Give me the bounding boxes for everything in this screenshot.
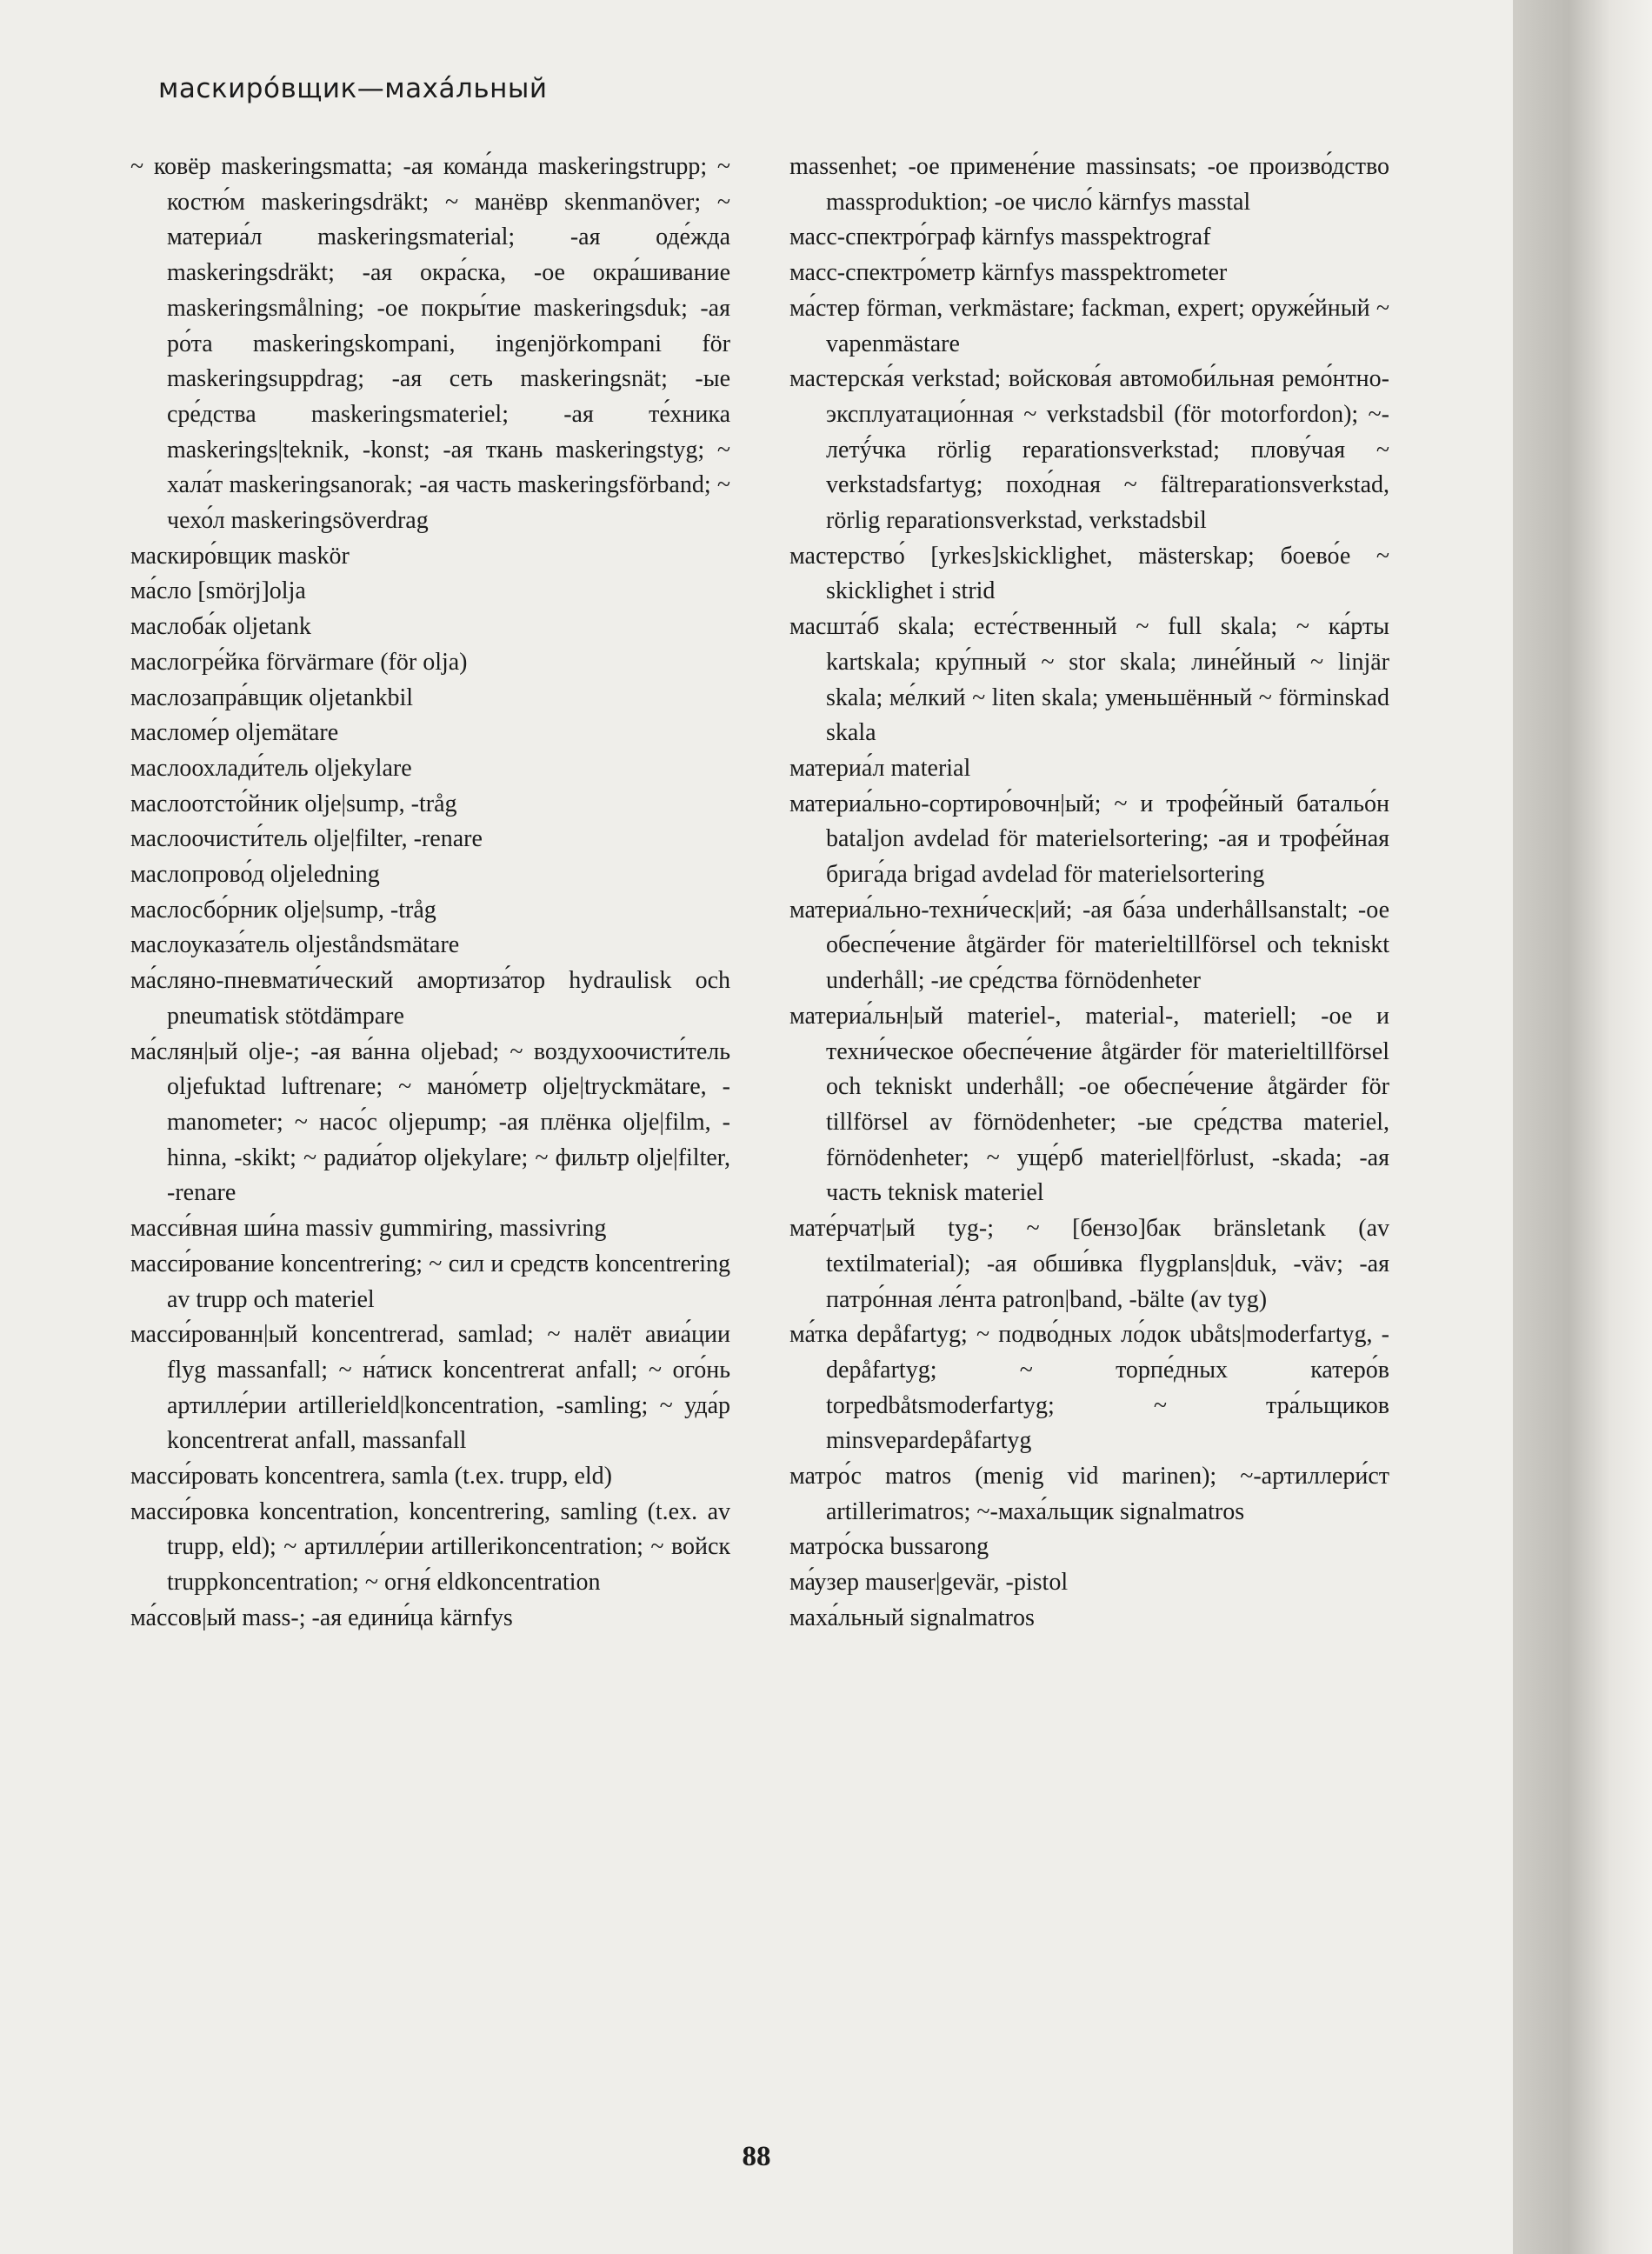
dictionary-entry: маслоочисти́тель olje|filter, -renare	[130, 825, 483, 853]
dictionary-entry: ма́сло [smörj]olja	[130, 577, 306, 605]
dictionary-entry: материа́льно-сортиро́вочн|ый; ~ и трофе́йный батальо́н bataljon avdelad för materielsortering; -ая и трофе́йная брига́да brigad avdelad för materielsortering	[789, 790, 1389, 889]
dictionary-entry: материа́льн|ый materiel-, material-, materiell; -ое и техни́ческое обеспе́чение åtgärder för materieltillförsel och tekniskt underhåll; -ое обеспе́чение åtgärder för tillförsel av förnödenheter; -ые сре́дства materiel, förnödenheter; ~ уще́рб materiel|förlust, -skada; -ая часть teknisk materiel	[789, 1002, 1389, 1207]
next-page-edge	[1513, 0, 1652, 2254]
left-column	[130, 150, 730, 1637]
running-head: маскиро́вщик—маха́льный	[158, 73, 548, 104]
dictionary-entry: ма́слян|ый olje-; -ая ва́нна oljebad; ~ воздухоочисти́тель oljefuktad luftrenare; ~ мано́метр olje|tryckmätare, -manometer; ~ насо́с oljepump; -ая плёнка olje|film, -hinna, -skikt; ~ радиа́тор oljekylare; ~ фильтр olje|filter, -renare	[130, 1037, 730, 1207]
dictionary-entry: маслогре́йка förvärmare (för olja)	[130, 648, 468, 676]
dictionary-entry: масси́ровка koncentration, koncentrering, samling (t.ex. av trupp, eld); ~ артилле́рии artillerikoncentration; ~ войск truppkoncentration; ~ огня́ eldkoncentration	[130, 1497, 730, 1597]
dictionary-entry: масси́вная ши́на massiv gummiring, massivring	[130, 1215, 607, 1243]
dictionary-entry: маслоотсто́йник olje|sump, -tråg	[130, 790, 457, 817]
dictionary-entry: масс-спектро́метр kärnfys masspektrometer	[789, 259, 1228, 287]
dictionary-entry: маслоба́к oljetank	[130, 613, 311, 641]
dictionary-entry: маслоохлади́тель oljekylare	[130, 754, 412, 782]
dictionary-entry: massenhet; -ое примене́ние massinsats; -ое произво́дство massproduktion; -ое число́ kärnfys masstal	[789, 153, 1389, 216]
dictionary-entry: мастерска́я verkstad; войскова́я автомоби́льная ремо́нтно-эксплуатацио́нная ~ verkstadsbil (för motorfordon); ~-летý́чка rörlig reparationsverkstad; плову́чая ~ verkstadsfartyg; похо́дная ~ fältreparationsverkstad, rörlig reparationsverkstad, verkstadsbil	[789, 365, 1389, 535]
dictionary-entry: маха́льный signalmatros	[789, 1604, 1035, 1631]
dictionary-entry: ма́узер mauser|gevär, -pistol	[789, 1569, 1069, 1597]
dictionary-entry: мастерство́ [yrkes]skicklighet, mästerskap; боево́е ~ skicklighet i strid	[789, 542, 1389, 605]
dictionary-entry: материа́л material	[789, 754, 971, 782]
dictionary-entry: ма́сляно-пневмати́ческий амортиза́тор hydraulisk och pneumatisk stötdämpare	[130, 967, 730, 1030]
dictionary-entry: масси́ровать koncentrera, samla (t.ex. trupp, eld)	[130, 1463, 612, 1490]
dictionary-entry: масломе́р oljemätare	[130, 719, 339, 747]
dictionary-entry: материа́льно-техни́ческ|ий; -ая ба́за underhållsanstalt; -ое обеспе́чение åtgärder för materieltillförsel och tekniskt underhåll; -ие сре́дства förnödenheter	[789, 896, 1389, 995]
dictionary-entry: маслоуказа́тель oljeståndsmätare	[130, 931, 460, 959]
dictionary-entry: ма́ссов|ый mass-; -ая едини́ца kärnfys	[130, 1604, 513, 1631]
dictionary-entry: масс-спектро́граф kärnfys masspektrograf	[789, 223, 1211, 251]
dictionary-entry: маслозапра́вщик oljetankbil	[130, 684, 414, 711]
dictionary-entry: матро́ска bussarong	[789, 1533, 989, 1561]
dictionary-entry: маслопрово́д oljeledning	[130, 861, 380, 889]
dictionary-entry: масшта́б skala; есте́ственный ~ full skala; ~ ка́рты kartskala; кру́пный ~ stor skala; лине́йный ~ linjär skala; ме́лкий ~ liten skala; уменьшённый ~ förminskad skala	[789, 613, 1389, 747]
dictionary-entry: ~ ковёр maskeringsmatta; -ая кома́нда maskeringstrupp; ~ костю́м maskeringsdräkt; ~ манёвр skenmanöver; ~ материа́л maskeringsmaterial; -ая оде́жда maskeringsdräkt; -ая окра́ска, -ое окра́шивание maskeringsmålning; -ое покры́тие maskeringsduk; -ая ро́та maskeringskompani, ingenjörkompani för maskeringsuppdrag; -ая сеть maskeringsnät; -ые сре́дства maskeringsmateriel; -ая те́хника maskerings|teknik, -konst; -ая ткань maskeringstyg; ~ хала́т maskeringsanorak; -ая часть maskeringsförband; ~ чехо́л maskeringsöverdrag	[130, 153, 730, 535]
dictionary-entry: маскиро́вщик maskör	[130, 542, 350, 570]
page-number: 88	[742, 2141, 771, 2172]
dictionary-entry: масси́рование koncentrering; ~ сил и средств koncentrering av trupp och materiel	[130, 1250, 730, 1313]
dictionary-entry: мате́рчат|ый tyg-; ~ [бензо]бак bränsletank (av textilmaterial); -ая обши́вка flygplans|duk, -väv; -ая патро́нная ле́нта patron|band, -bälte (av tyg)	[789, 1215, 1389, 1313]
dictionary-entry: маслосбо́рник olje|sump, -tråg	[130, 896, 436, 924]
dictionary-entry: ма́тка depåfartyg; ~ подво́дных ло́док ubåts|moderfartyg, -depåfartyg; ~ торпе́дных катеро́в torpedbåtsmoderfartyg; ~ тра́льщиков minsvepardepåfartyg	[789, 1321, 1389, 1455]
right-column	[789, 150, 1389, 1637]
dictionary-entry: ма́стер förman, verkmästare; fackman, expert; оруже́йный ~ vapenmästare	[789, 294, 1389, 357]
dictionary-entry: матро́с matros (menig vid marinen); ~-артиллери́ст artillerimatros; ~-маха́льщик signalmatros	[789, 1463, 1389, 1525]
dictionary-entry: масси́рованн|ый koncentrerad, samlad; ~ налёт авиа́ции flyg massanfall; ~ на́тиск koncentrerat anfall; ~ ого́нь артилле́рии artillerield|koncentration, -samling; ~ уда́р koncentrerat anfall, massanfall	[130, 1321, 730, 1455]
